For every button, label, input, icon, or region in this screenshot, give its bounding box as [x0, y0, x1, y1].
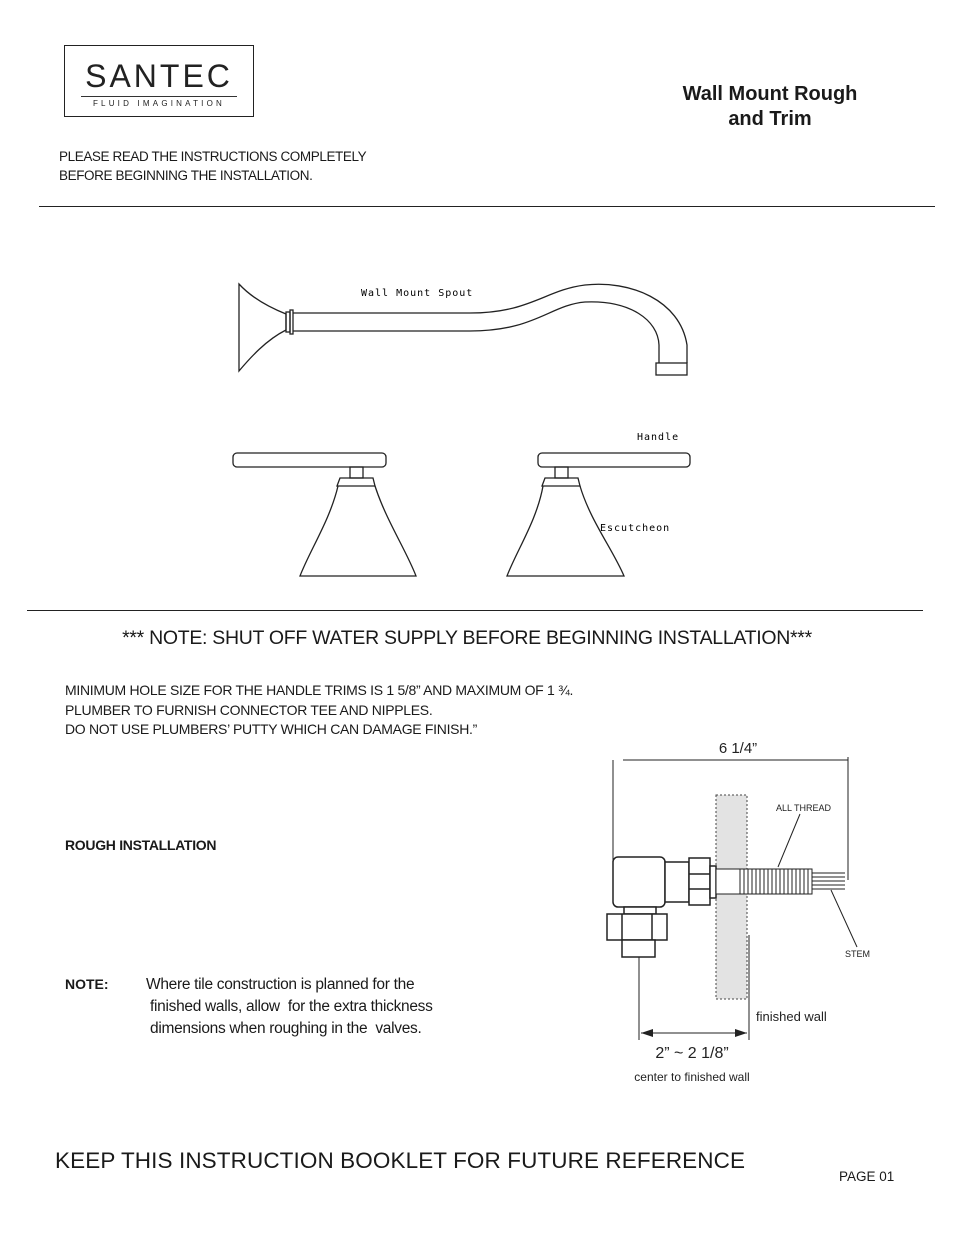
depth-arrow-left	[641, 1029, 653, 1037]
all-thread-label: ALL THREAD	[776, 803, 832, 813]
page-number: PAGE 01	[839, 1169, 895, 1184]
brand-tagline: FLUID IMAGINATION	[92, 99, 226, 108]
water-warning: *** NOTE: SHUT OFF WATER SUPPLY BEFORE BEGINNING INSTALLATION***	[122, 627, 812, 649]
rough-heading: ROUGH INSTALLATION	[65, 837, 217, 853]
all-thread	[716, 869, 845, 894]
brand-name: SANTEC	[85, 58, 233, 94]
keep-booklet-notice: KEEP THIS INSTRUCTION BOOKLET FOR FUTURE REFERENCE	[55, 1148, 746, 1173]
stem-label: STEM	[845, 949, 871, 959]
intro-line1: PLEASE READ THE INSTRUCTIONS COMPLETELY	[59, 149, 367, 164]
page-title-line1: Wall Mount Rough	[682, 83, 858, 105]
handle-label: Handle	[637, 432, 680, 443]
finished-wall	[716, 795, 747, 999]
spout-label: Wall Mount Spout	[361, 288, 474, 299]
note-line2: finished walls, allow for the extra thickness	[146, 998, 433, 1015]
all-thread-leader	[778, 814, 800, 867]
note-line3: dimensions when roughing in the valves.	[146, 1020, 422, 1037]
stem-leader	[831, 890, 857, 947]
depth-dimension: 2” ~ 2 1/8”	[655, 1045, 729, 1062]
depth-caption: center to finished wall	[634, 1070, 750, 1084]
valve-body	[607, 857, 716, 957]
note-line1: Where tile construction is planned for the	[146, 976, 415, 993]
finished-wall-label: finished wall	[756, 1009, 827, 1024]
spec-item: PLUMBER TO FURNISH CONNECTOR TEE AND NIPPLES.	[65, 701, 433, 718]
length-dimension: 6 1/4”	[718, 740, 758, 757]
intro-line2: BEFORE BEGINNING THE INSTALLATION.	[59, 168, 313, 183]
note-label: NOTE:	[65, 976, 109, 992]
spec-item: DO NOT USE PLUMBERS’ PUTTY WHICH CAN DAMAGE FINISH.”	[65, 721, 477, 737]
spec-item: MINIMUM HOLE SIZE FOR THE HANDLE TRIMS IS 1 5/8” AND MAXIMUM OF 1 ¾.	[65, 682, 574, 698]
escutcheon-label: Escutcheon	[600, 523, 671, 534]
depth-arrow-right	[735, 1029, 747, 1037]
page-title-line2: and Trim	[728, 108, 812, 130]
